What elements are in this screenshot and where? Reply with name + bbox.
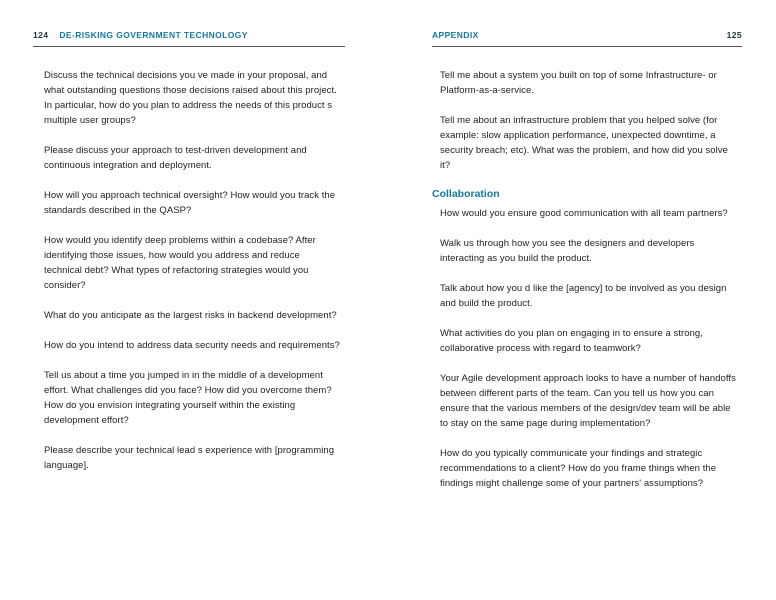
question-paragraph: Talk about how you d like the [agency] to be involved as you design and build the product. bbox=[440, 283, 727, 309]
question-paragraph: How will you approach technical oversight? How would you track the standards described in the QASP? bbox=[44, 190, 336, 216]
question-paragraph: Tell us about a time you jumped in in the middle of a development effort. What challenges did you face? How did you overcome them? How do you envision integrating yourself within the existing development effort? bbox=[44, 370, 332, 426]
section-heading-collaboration: Collaboration bbox=[432, 188, 500, 200]
question-paragraph: What do you anticipate as the largest risks in backend development? bbox=[44, 310, 337, 321]
question-paragraph: How would you identify deep problems within a codebase? After identifying those issues, how would you address and reduce technical debt? What types of refactoring strategies would you consider? bbox=[44, 235, 316, 291]
header-rule-right bbox=[432, 46, 742, 47]
question-paragraph: Discuss the technical decisions you ve made in your proposal, and what outstanding questions those decisions raised about this project. In particular, how do you plan to address the needs of this product s multiple user groups? bbox=[44, 70, 337, 126]
question-paragraph: Please describe your technical lead s experience with [programming language]. bbox=[44, 445, 335, 471]
question-paragraph: Please discuss your approach to test-driven development and continuous integration and deployment. bbox=[44, 145, 307, 171]
running-header-title-right: APPENDIX bbox=[432, 30, 479, 40]
page-number-left: 124 bbox=[33, 30, 49, 40]
running-header-left bbox=[33, 30, 345, 46]
question-paragraph: Your Agile development approach looks to have a number of handoffs between different parts of the team. Can you tell us how you can ensure that the various members of the design/dev team will be able to stay on the same page during implementation? bbox=[440, 373, 736, 429]
page-body-left bbox=[33, 68, 345, 473]
page-body-right bbox=[432, 68, 742, 491]
running-header-title-left: DE-RISKING GOVERNMENT TECHNOLOGY bbox=[59, 30, 248, 40]
question-paragraph: Walk us through how you see the designers and developers interacting as you build the product. bbox=[440, 238, 695, 264]
page-right bbox=[432, 30, 742, 506]
question-paragraph: How would you ensure good communication with all team partners? bbox=[440, 208, 728, 219]
question-paragraph: How do you intend to address data security needs and requirements? bbox=[44, 340, 340, 351]
header-rule-left bbox=[33, 46, 345, 47]
question-paragraph: Tell me about an infrastructure problem that you helped solve (for example: slow application performance, unexpected downtime, a security breach; etc). What was the problem, and how did you solve it? bbox=[440, 115, 728, 171]
running-header-right bbox=[432, 30, 742, 46]
question-paragraph: What activities do you plan on engaging in to ensure a strong, collaborative process with regard to teamwork? bbox=[440, 328, 703, 354]
question-paragraph: Tell me about a system you built on top of some Infrastructure- or Platform-as-a-service. bbox=[440, 70, 717, 96]
question-paragraph: How do you typically communicate your findings and strategic recommendations to a client? How do you frame things when the findings might challenge some of your partners' assumptions? bbox=[440, 448, 717, 489]
page-number-right: 125 bbox=[726, 30, 742, 40]
page-left bbox=[33, 30, 345, 488]
